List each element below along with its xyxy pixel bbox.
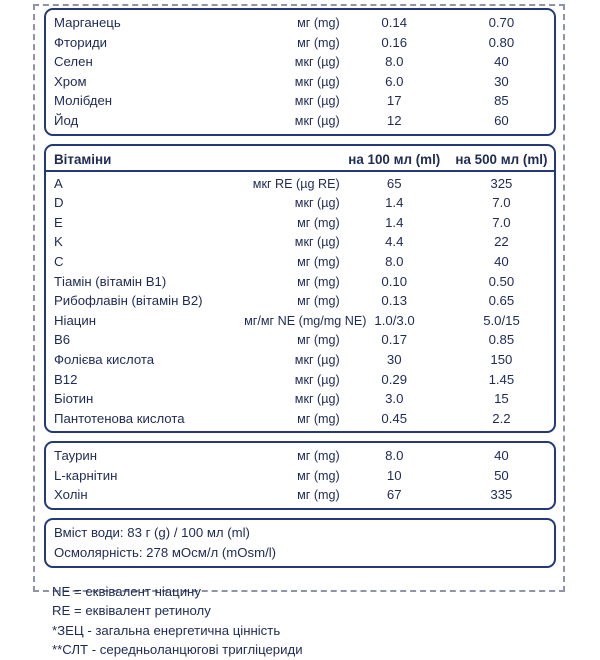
- row-value-per-500ml: 325: [490, 175, 513, 191]
- row-value-per-500ml: 22: [494, 234, 509, 250]
- row-value-per-100ml: 0.16: [381, 34, 408, 50]
- row-value-per-500ml: 335: [490, 487, 513, 503]
- table-row: [46, 311, 554, 331]
- row-unit: мкг (µg): [294, 352, 340, 367]
- table-row: [46, 272, 554, 292]
- row-unit: мг (mg): [297, 294, 340, 309]
- row-value-per-100ml: 8.0: [385, 253, 404, 269]
- row-nutrient-name: B6: [54, 332, 71, 348]
- row-nutrient-name: Тіамін (вітамін B1): [54, 273, 167, 289]
- row-nutrient-name: Йод: [54, 112, 79, 128]
- minerals-panel: [44, 8, 556, 136]
- row-unit: мкг (µg): [294, 235, 340, 250]
- row-value-per-500ml: 0.50: [488, 273, 515, 289]
- row-unit: мг (mg): [297, 254, 340, 269]
- row-value-per-500ml: 60: [494, 112, 509, 128]
- row-value-per-100ml: 10: [386, 467, 402, 483]
- table-row: [46, 446, 554, 466]
- row-value-per-500ml: 50: [494, 467, 509, 483]
- row-nutrient-name: E: [54, 214, 63, 230]
- row-value-per-100ml: 1.0/3.0: [374, 312, 415, 328]
- row-value-per-500ml: 7.0: [492, 214, 511, 230]
- row-nutrient-name: Біотин: [54, 391, 94, 407]
- row-value-per-500ml: 40: [494, 448, 509, 464]
- row-value-per-500ml: 5.0/15: [483, 312, 520, 328]
- table-row: [46, 370, 554, 390]
- row-value-per-500ml: 85: [494, 93, 509, 109]
- row-nutrient-name: Рибофлавін (вітамін B2): [54, 293, 203, 309]
- table-row: [46, 174, 554, 194]
- row-value-per-100ml: 67: [386, 487, 402, 503]
- table-row: [46, 350, 554, 370]
- row-nutrient-name: Фториди: [54, 34, 108, 50]
- row-unit: мг (mg): [297, 468, 340, 483]
- row-value-per-500ml: 2.2: [492, 410, 511, 426]
- row-value-per-100ml: 1.4: [385, 195, 404, 211]
- row-value-per-500ml: 0.80: [488, 34, 515, 50]
- row-value-per-100ml: 12: [386, 112, 402, 128]
- table-row: [46, 91, 554, 111]
- table-row: [46, 232, 554, 252]
- table-row: [46, 72, 554, 92]
- row-value-per-500ml: 40: [494, 253, 509, 269]
- row-nutrient-name: Пантотенова кислота: [54, 410, 185, 426]
- row-unit: мкг (µg): [294, 196, 340, 211]
- row-unit: мкг (µg): [294, 74, 340, 89]
- row-value-per-500ml: 0.70: [488, 15, 515, 30]
- row-unit: мг (mg): [297, 449, 340, 464]
- row-unit: мкг (µg): [294, 372, 340, 387]
- table-row: [46, 485, 554, 505]
- table-row: [46, 213, 554, 233]
- row-nutrient-name: Фолієва кислота: [54, 351, 155, 367]
- row-nutrient-name: D: [54, 195, 64, 211]
- table-row: [46, 252, 554, 272]
- table-row: [46, 466, 554, 486]
- row-value-per-100ml: 1.4: [385, 214, 404, 230]
- row-value-per-100ml: 65: [386, 175, 402, 191]
- footnote-line: NE = еквівалент ніацину: [52, 584, 201, 600]
- footnote-line: RE = еквівалент ретинолу: [52, 603, 211, 619]
- row-value-per-100ml: 8.0: [385, 448, 404, 464]
- row-unit: мг (mg): [297, 16, 340, 30]
- row-value-per-500ml: 1.45: [488, 371, 515, 387]
- table-row: [46, 33, 554, 53]
- row-value-per-100ml: 3.0: [385, 391, 404, 407]
- row-value-per-500ml: 0.85: [488, 332, 515, 348]
- row-unit: мкг RE (µg RE): [252, 176, 340, 191]
- row-nutrient-name: A: [54, 175, 63, 191]
- row-nutrient-name: Ніацин: [54, 312, 96, 328]
- row-value-per-100ml: 0.17: [381, 332, 408, 348]
- vitamins-panel: [44, 144, 556, 434]
- row-value-per-100ml: 0.29: [381, 371, 408, 387]
- vitamins-rows: [46, 174, 554, 429]
- row-nutrient-name: L-карнітин: [54, 467, 118, 483]
- vitamins-header-row: [46, 149, 554, 172]
- water-osmolarity-line: Осмолярність: 278 мОсм/л (mOsm/l): [54, 545, 277, 561]
- row-value-per-100ml: 17: [386, 93, 402, 109]
- vitamins-header-per-500ml: на 500 мл (ml): [455, 151, 548, 167]
- row-value-per-100ml: 0.14: [381, 15, 408, 30]
- row-unit: мг/мг NE (mg/mg NE): [244, 313, 367, 328]
- row-unit: мкг (µg): [294, 113, 340, 128]
- row-value-per-500ml: 0.65: [488, 293, 515, 309]
- nutrition-table-sheet: [44, 8, 556, 658]
- water-osmolarity-line: Вміст води: 83 г (g) / 100 мл (ml): [54, 525, 250, 541]
- footnote-line: **СЛТ - середньоланцюгові тригліцериди: [52, 642, 303, 658]
- footnotes-block: [44, 582, 556, 660]
- row-unit: мкг (µg): [294, 94, 340, 109]
- row-unit: мг (mg): [297, 35, 340, 50]
- row-unit: мг (mg): [297, 411, 340, 426]
- other-nutrients-panel: [44, 441, 556, 510]
- row-nutrient-name: Молібден: [54, 93, 113, 109]
- row-nutrient-name: K: [54, 234, 63, 250]
- row-value-per-100ml: 0.13: [381, 293, 408, 309]
- row-value-per-100ml: 6.0: [385, 73, 404, 89]
- table-row: [46, 193, 554, 213]
- row-value-per-100ml: 4.4: [385, 234, 404, 250]
- row-nutrient-name: C: [54, 253, 64, 269]
- water-osmolarity-lines: [46, 523, 554, 563]
- row-value-per-500ml: 40: [494, 54, 509, 70]
- row-nutrient-name: Таурин: [54, 448, 98, 464]
- row-value-per-500ml: 150: [490, 351, 513, 367]
- row-unit: мг (mg): [297, 215, 340, 230]
- table-row: [46, 13, 554, 33]
- row-unit: мг (mg): [297, 488, 340, 503]
- footnote-line: *ЗЕЦ - загальна енергетична цінність: [52, 622, 281, 638]
- row-unit: мкг (µg): [294, 392, 340, 407]
- row-value-per-500ml: 7.0: [492, 195, 511, 211]
- table-row: [46, 291, 554, 311]
- row-nutrient-name: B12: [54, 371, 78, 387]
- table-row: [46, 330, 554, 350]
- row-value-per-100ml: 0.45: [381, 410, 408, 426]
- vitamins-header-per-100ml: на 100 мл (ml): [348, 151, 441, 167]
- vitamins-header-title: Вітаміни: [54, 151, 112, 167]
- other-nutrients-rows: [46, 446, 554, 505]
- row-value-per-100ml: 0.10: [381, 273, 408, 289]
- row-value-per-500ml: 30: [494, 73, 509, 89]
- row-unit: мг (mg): [297, 333, 340, 348]
- row-unit: мг (mg): [297, 274, 340, 289]
- row-nutrient-name: Селен: [54, 54, 93, 70]
- minerals-rows: [46, 13, 554, 131]
- row-value-per-100ml: 30: [386, 351, 402, 367]
- table-row: [46, 409, 554, 429]
- table-row: [46, 389, 554, 409]
- row-nutrient-name: Марганець: [54, 15, 121, 30]
- table-row: [46, 111, 554, 131]
- row-value-per-100ml: 8.0: [385, 54, 404, 70]
- row-value-per-500ml: 15: [494, 391, 509, 407]
- table-row: [46, 52, 554, 72]
- row-nutrient-name: Холін: [54, 487, 88, 503]
- row-nutrient-name: Хром: [54, 73, 87, 89]
- water-osmolarity-panel: [44, 518, 556, 568]
- row-unit: мкг (µg): [294, 55, 340, 70]
